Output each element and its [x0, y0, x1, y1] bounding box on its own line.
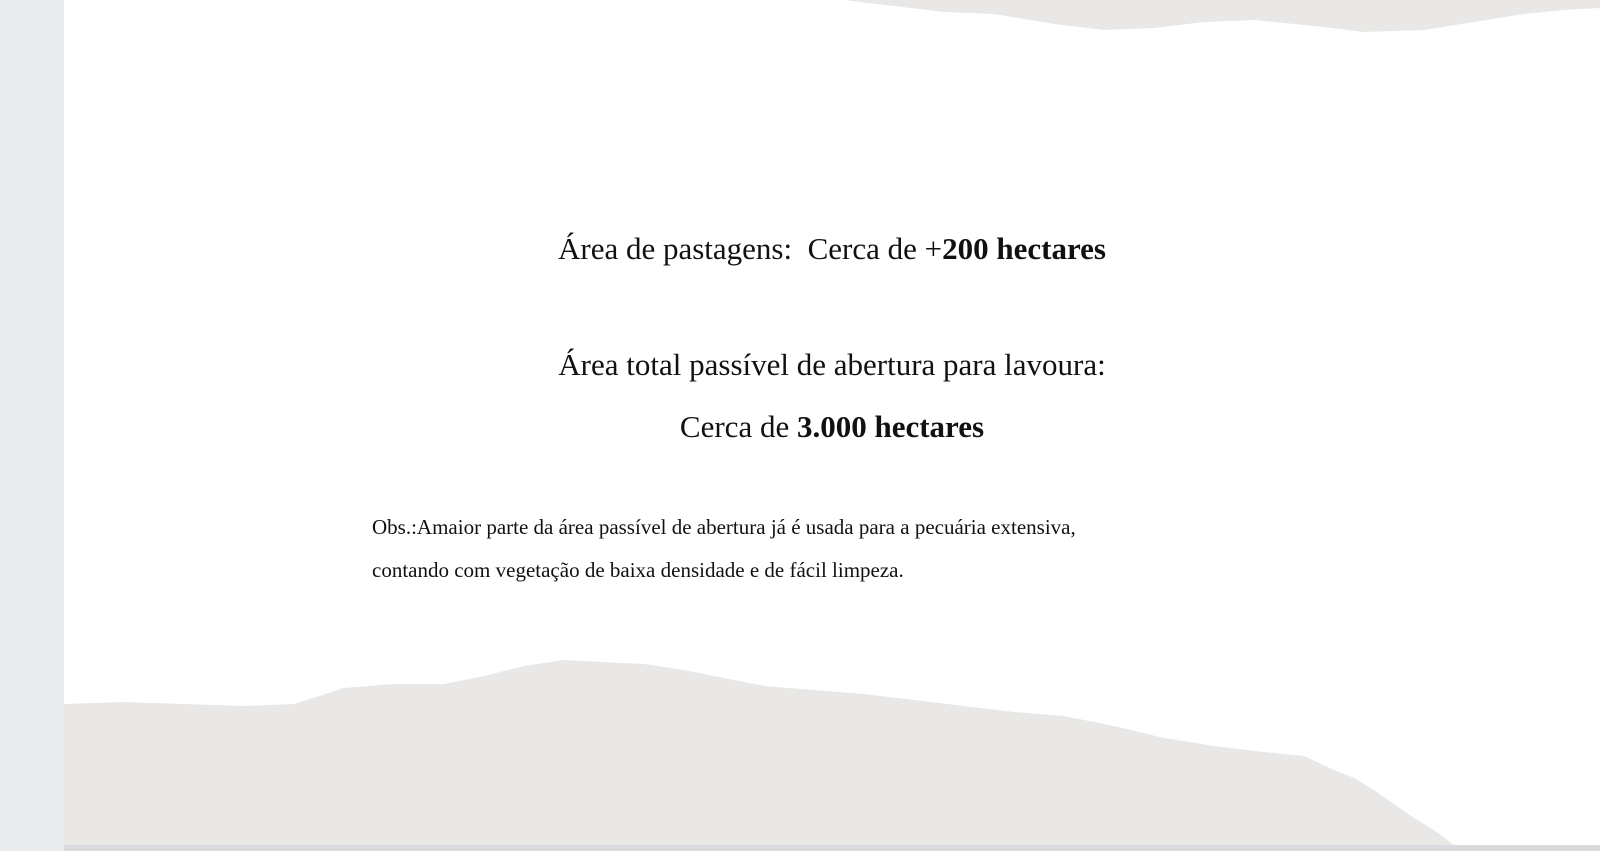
pastagens-prefix: Cerca de +	[807, 231, 943, 266]
lavoura-value-line	[64, 409, 1600, 445]
lavoura-prefix: Cerca de	[679, 409, 797, 444]
document-page	[64, 0, 1600, 845]
page-bottom-edge	[64, 845, 1600, 851]
pastagens-value: 200 hectares	[942, 231, 1106, 266]
pastagens-label: Área de pastagens:	[557, 231, 793, 266]
lavoura-value: 3.000 hectares	[796, 409, 985, 444]
lavoura-label-line	[64, 347, 1600, 383]
obs-line-2: contando com vegetação de baixa densidade e de fácil limpeza.	[372, 558, 904, 582]
page-content	[64, 0, 1600, 845]
obs-line-1: Obs.:Amaior parte da área passível de abertura já é usada para a pecuária extensiva,	[372, 515, 1076, 539]
lavoura-label: Área total passível de abertura para lavoura:	[558, 347, 1106, 382]
pastagens-line	[64, 231, 1600, 267]
